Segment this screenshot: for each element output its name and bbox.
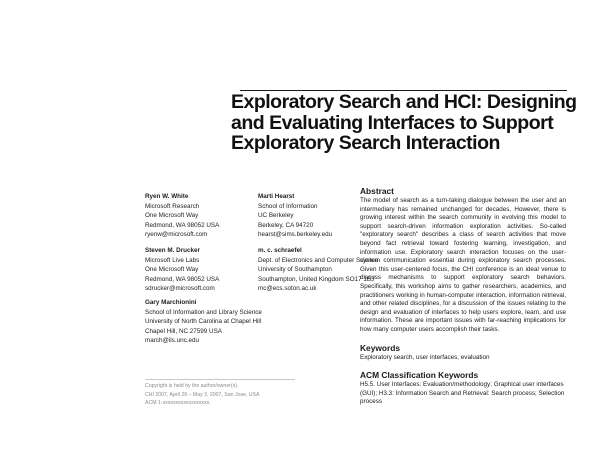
title-line: and Evaluating Interfaces to Support xyxy=(231,111,554,134)
author-email: sdrucker@microsoft.com xyxy=(145,285,215,292)
author-address: University of North Carolina at Chapel Hill xyxy=(145,318,262,325)
author-email: march@ils.unc.edu xyxy=(145,337,199,344)
author-name: Gary Marchionini xyxy=(145,299,197,306)
author-name: m. c. schraefel xyxy=(258,247,302,254)
author-address: Southampton, United Kingdom SO17 1BJ xyxy=(258,275,375,283)
author-block-drucker xyxy=(145,246,219,294)
title-line: Exploratory Search and HCI: Designing xyxy=(231,91,577,113)
author-affiliation: Dept. of Electronics and Computer Science xyxy=(258,256,379,264)
author-block-marchionini xyxy=(145,298,262,346)
paper-title xyxy=(231,92,576,154)
author-affiliation: Microsoft Live Labs xyxy=(145,256,200,264)
title-line: Exploratory Search Interaction xyxy=(231,132,500,154)
right-column xyxy=(360,186,566,407)
author-address: Redmond, WA 98052 USA xyxy=(145,275,220,283)
author-address: UC Berkeley xyxy=(258,212,294,219)
abstract-heading: Abstract xyxy=(360,186,394,196)
author-address: University of Southampton xyxy=(258,266,332,273)
abstract-body: The model of search as a turn-taking dialogue between the user and an intermediary has remained unchanged for decades. However, there is growing interest within the search community in evolving this model to support search-driven information exploration activities. So-called "exploratory search" describes a class of search activities that move beyond fact retrieval toward fostering learning, investigation, and information use. Exploratory search interaction focuses on the user-system communication essential during exploratory search processes. Given this user-centered focus, the CHI conference is an ideal venue to discuss mechanisms to support exploratory search behaviors. Specifically, this workshop aims to gather researchers, academics, and practitioners working in human-computer interaction, information retrieval, and other related disciplines, for a discussion of the issues relating to the design and evaluation of interfaces to help users explore, learn, and use information. These are important issues with far-reaching implications for how many computer users accomplish their tasks. xyxy=(360,197,566,333)
copyright-line: Copyright is held by the author/owner(s). xyxy=(145,383,239,389)
author-name: Ryen W. White xyxy=(145,193,189,200)
copyright-rule xyxy=(145,379,295,380)
copyright-notice xyxy=(145,379,315,408)
author-address: One Microsoft Way xyxy=(145,212,199,219)
author-address: Chapel Hill, NC 27599 USA xyxy=(145,327,222,335)
copyright-line: CHI 2007, April 28 – May 3, 2007, San Jose, USA xyxy=(145,391,260,398)
author-block-white xyxy=(145,192,219,240)
keywords-body: Exploratory search, user interfaces, evaluation xyxy=(360,353,490,361)
keywords-heading: Keywords xyxy=(360,342,401,353)
author-name: Steven M. Drucker xyxy=(145,247,200,254)
author-affiliation: Microsoft Research xyxy=(145,202,200,210)
author-email: mc@ecs.soton.ac.uk xyxy=(258,285,317,292)
acm-classification-body: H5.5. User Interfaces: Evaluation/methodology; Graphical user interfaces (GUI); H3.3: Information Search and Retrieval: Search process; Selection process xyxy=(360,381,565,406)
author-email: ryenw@microsoft.com xyxy=(145,231,208,238)
author-address: One Microsoft Way xyxy=(145,266,199,273)
author-address: Berkeley, CA 94720 xyxy=(258,221,314,229)
author-affiliation: School of Information and Library Science xyxy=(145,308,262,316)
author-affiliation: School of Information xyxy=(258,202,318,210)
author-name: Marti Hearst xyxy=(258,193,295,200)
copyright-line: ACM 1-xxxxxxxxxxxxxxxxxx. xyxy=(145,400,211,407)
author-block-hearst xyxy=(258,192,332,240)
acm-classification-heading: ACM Classification Keywords xyxy=(360,370,479,381)
author-address: Redmond, WA 98052 USA xyxy=(145,221,220,229)
author-email: hearst@sims.berkeley.edu xyxy=(258,231,333,238)
